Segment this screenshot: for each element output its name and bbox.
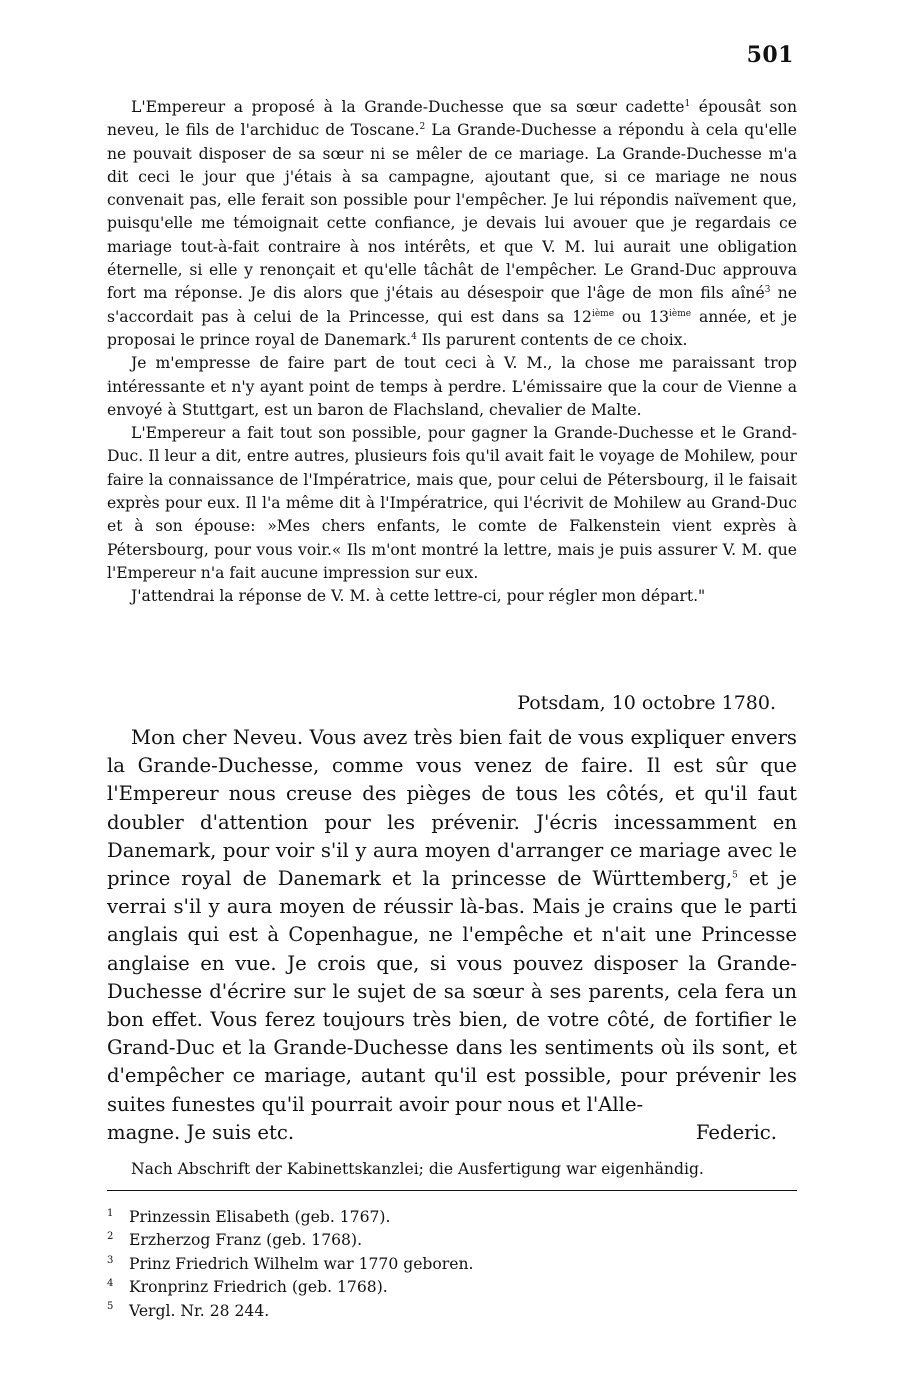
footnotes bbox=[107, 1206, 797, 1323]
source-note: Nach Abschrift der Kabinettskanzlei; die Ausfertigung war eigenhändig. bbox=[131, 1160, 704, 1178]
footnote-text: Prinzessin Elisabeth (geb. 1767). bbox=[129, 1208, 391, 1226]
text-run: L'Empereur a fait tout son possible, pour gagner la Grande-Duchesse et le Grand-Duc. Il leur a dit, entre autres, plusieurs fois qu'il avait fait le voyage de Mohilew, pour faire la connaissance de l'Impératrice, mais que, pour celui de Pétersbourg, il le faisait exprès pour eux. Il l'a même dit à l'Impératrice, qui l'écrivit de Mohilew au Grand-Duc et à son épouse: »Mes chers enfants, le comte de Falkenstein vient exprès à Pétersbourg, pour vous voir.« Ils m'ont montré la lettre, mais je puis assurer V. M. que l'Empereur n'a fait aucune impression sur eux. bbox=[107, 424, 797, 582]
dateline: Potsdam, 10 octobre 1780. bbox=[517, 692, 776, 714]
text-run: année, et je proposai le prince royal de Danemark. bbox=[107, 307, 797, 349]
footnote: 3 Prinz Friedrich Wilhelm war 1770 geboren. bbox=[107, 1254, 474, 1273]
letter-excerpt bbox=[107, 96, 797, 609]
letter-paragraph bbox=[107, 422, 797, 585]
text-run: ne s'accordait pas à celui de la Princesse, qui est dans sa 12 bbox=[107, 284, 798, 326]
text-run: et je verrai s'il y aura moyen de réussir là-bas. Mais je crains que le parti anglais qui est à Copenhague, ne l'empêche et n'ait une Princesse anglaise en vue. Je crois que, si vous pouvez disposer la Grande-Duchesse d'écrire sur le sujet de sa sœur à ses parents, cela fera un bon effet. Vous ferez toujours très bien, de votre côté, de fortifier le Grand-Duc et la Grande-Duchesse dans les sentiments où ils sont, et d'empêcher ce mariage, autant qu'il est possible, pour prévenir les suites funestes qu'il pourrait avoir pour nous et l'Alle- bbox=[107, 867, 797, 1116]
footnote-text: Prinz Friedrich Wilhelm war 1770 geboren. bbox=[129, 1254, 474, 1273]
footnote-divider bbox=[107, 1190, 797, 1191]
letter-paragraph bbox=[107, 352, 797, 422]
footnote: 5 Vergl. Nr. 28 244. bbox=[107, 1301, 270, 1320]
page-number: 501 bbox=[746, 42, 794, 68]
footnote-text: Vergl. Nr. 28 244. bbox=[129, 1301, 270, 1320]
footnote-text: Erzherzog Franz (geb. 1768). bbox=[129, 1231, 363, 1250]
closing-text: magne. Je suis etc. bbox=[107, 1120, 295, 1144]
letter-paragraph bbox=[107, 96, 797, 352]
text-run: épousât son neveu, le fils de l'archiduc de Toscane. bbox=[107, 98, 797, 140]
text-run: Mon cher Neveu. Vous avez très bien fait de vous expliquer envers la Grande-Duchesse, comme vous venez de faire. Il est sûr que l'Empereur nous creuse des pièges de tous les côtés, et qu'il faut doubler d'attention pour les prévenir. J'écris incessamment en Danemark, pour voir s'il y aura moyen d'arranger ce mariage avec le prince royal de Danemark et la princesse de Württemberg, bbox=[107, 726, 797, 891]
text-run: L'Empereur a proposé à la Grande-Duchesse que sa sœur cadette bbox=[131, 98, 685, 116]
footnote-ref: 2 bbox=[419, 122, 426, 133]
reply-letter bbox=[107, 724, 797, 1147]
footnote-ref: 1 bbox=[684, 98, 691, 109]
footnote-ref: 4 bbox=[411, 331, 417, 342]
text-run: Je m'empresse de faire part de tout ceci à V. M., la chose me paraissant trop intéressante et n'y ayant point de temps à perdre. L'émissaire que la cour de Vienne a envoyé à Stuttgart, est un baron de Flachsland, chevalier de Malte. bbox=[107, 354, 797, 419]
footnote-ref: 5 bbox=[732, 870, 738, 881]
text-run: Ils parurent contents de ce choix. bbox=[416, 330, 688, 349]
footnote-ref: 3 bbox=[764, 285, 771, 296]
ordinal-suffix: ième bbox=[591, 308, 615, 319]
footnote-text: Kronprinz Friedrich (geb. 1768). bbox=[129, 1278, 388, 1297]
footnote: 4 Kronprinz Friedrich (geb. 1768). bbox=[107, 1278, 388, 1297]
text-run: ou 13 bbox=[614, 307, 670, 326]
signature: Federic. bbox=[695, 1120, 777, 1144]
closing-line bbox=[107, 1119, 797, 1147]
footnote: 1 Prinzessin Elisabeth (geb. 1767). bbox=[107, 1207, 391, 1226]
text-run: La Grande-Duchesse a répondu à cela qu'elle ne pouvait disposer de sa sœur ni se mêler de ce mariage. La Grande-Duchesse m'a dit ceci le jour que j'étais à sa campagne, ajoutant que, si ce mariage ne nous convenait pas, elle ferait son possible pour l'empêcher. Je lui répondis naïvement que, puisqu'elle me témoignait cette confiance, je devais lui avouer que je regardais ce mariage tout-à-fait contraire à nos intérêts, et que V. M. lui aurait une obligation éternelle, si elle y renonçait et qu'elle tâchât de l'empêcher. Le Grand-Duc approuva fort ma réponse. Je dis alors que j'étais au désespoir que l'âge de mon fils aîné bbox=[107, 121, 797, 303]
reply-body bbox=[107, 724, 797, 1119]
text-run: J'attendrai la réponse de V. M. à cette lettre-ci, pour régler mon départ." bbox=[131, 587, 706, 606]
ordinal-suffix: ième bbox=[669, 308, 692, 319]
letter-paragraph bbox=[107, 585, 797, 608]
footnote: 2 Erzherzog Franz (geb. 1768). bbox=[107, 1231, 363, 1250]
